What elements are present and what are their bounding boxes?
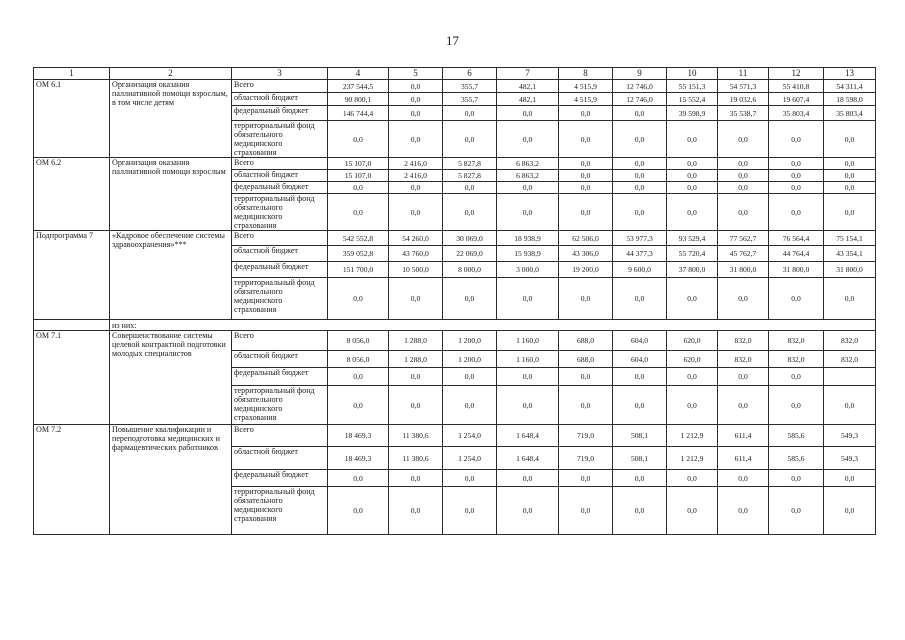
value-cell: 0,0 [443, 121, 497, 158]
value-cell: 0,0 [824, 170, 876, 182]
value-cell: 0,0 [613, 368, 667, 386]
value-cell: 832,0 [824, 351, 876, 368]
value-cell: 832,0 [769, 331, 824, 351]
value-cell: 0,0 [718, 194, 769, 231]
header-cell: 13 [824, 68, 876, 80]
table-row [34, 425, 876, 447]
value-cell: 31 800,0 [718, 262, 769, 278]
value-cell: 37 800,0 [667, 262, 718, 278]
row-name: Организация оказания паллиативной помощи взрослым, в том числе детям [110, 80, 232, 158]
value-cell: 585,6 [769, 425, 824, 447]
value-cell: 719,0 [559, 447, 613, 470]
value-cell: 0,0 [443, 470, 497, 487]
value-cell: 6 863,2 [497, 170, 559, 182]
value-cell: 0,0 [613, 121, 667, 158]
value-cell: 0,0 [613, 170, 667, 182]
value-cell: 0,0 [718, 278, 769, 320]
value-cell: 0,0 [613, 158, 667, 170]
funding-source: Всего [232, 425, 328, 447]
row-code: ОМ 6.2 [34, 158, 110, 231]
value-cell: 1 200,0 [443, 351, 497, 368]
value-cell: 604,0 [613, 331, 667, 351]
value-cell: 12 746,0 [613, 80, 667, 93]
value-cell: 0,0 [328, 470, 389, 487]
value-cell: 611,4 [718, 425, 769, 447]
note-row [34, 320, 876, 331]
value-cell: 53 977,3 [613, 231, 667, 246]
value-cell: 8 056,0 [328, 331, 389, 351]
value-cell: 482,1 [497, 93, 559, 106]
value-cell: 0,0 [667, 368, 718, 386]
page-number: 17 [446, 33, 459, 48]
value-cell: 832,0 [824, 331, 876, 351]
value-cell: 43 760,0 [389, 246, 443, 262]
value-cell: 0,0 [497, 368, 559, 386]
value-cell: 0,0 [824, 470, 876, 487]
value-cell: 0,0 [667, 278, 718, 320]
value-cell: 0,0 [718, 487, 769, 535]
value-cell: 18 598,0 [824, 93, 876, 106]
value-cell: 0,0 [443, 182, 497, 194]
value-cell: 18 469,3 [328, 425, 389, 447]
value-cell: 43 306,0 [559, 246, 613, 262]
header-cell: 1 [34, 68, 110, 80]
value-cell: 6 863,2 [497, 158, 559, 170]
value-cell: 54 571,3 [718, 80, 769, 93]
row-code: ОМ 7.2 [34, 425, 110, 535]
funding-source: федеральный бюджет [232, 262, 328, 278]
value-cell: 75 154,1 [824, 231, 876, 246]
table-row [34, 80, 876, 93]
value-cell: 0,0 [389, 470, 443, 487]
note-text: из них: [110, 320, 876, 331]
value-cell: 0,0 [559, 106, 613, 121]
row-name: Организация оказания паллиативной помощи взрослым [110, 158, 232, 231]
value-cell: 0,0 [718, 386, 769, 425]
row-name: «Кадровое обеспечение системы здравоохранения»*** [110, 231, 232, 320]
value-cell: 832,0 [718, 331, 769, 351]
value-cell: 0,0 [389, 487, 443, 535]
value-cell: 1 212,9 [667, 425, 718, 447]
value-cell: 19 607,4 [769, 93, 824, 106]
value-cell: 15 107,0 [328, 170, 389, 182]
value-cell: 18 938,9 [497, 231, 559, 246]
value-cell: 549,3 [824, 447, 876, 470]
funding-source: территориальный фонд обязательного медицинского страхования [232, 194, 328, 231]
value-cell: 0,0 [389, 121, 443, 158]
value-cell: 1 160,0 [497, 331, 559, 351]
value-cell: 0,0 [389, 106, 443, 121]
funding-source: Всего [232, 80, 328, 93]
value-cell: 1 648,4 [497, 447, 559, 470]
value-cell: 4 515,9 [559, 93, 613, 106]
value-cell: 1 254,0 [443, 425, 497, 447]
value-cell: 45 762,7 [718, 246, 769, 262]
value-cell: 719,0 [559, 425, 613, 447]
header-cell: 12 [769, 68, 824, 80]
value-cell: 0,0 [559, 158, 613, 170]
value-cell: 15 552,4 [667, 93, 718, 106]
value-cell: 0,0 [389, 182, 443, 194]
header-cell: 4 [328, 68, 389, 80]
value-cell: 1 648,4 [497, 425, 559, 447]
value-cell: 0,0 [824, 278, 876, 320]
value-cell: 90 800,1 [328, 93, 389, 106]
value-cell: 0,0 [769, 170, 824, 182]
value-cell: 0,0 [559, 386, 613, 425]
value-cell: 0,0 [559, 278, 613, 320]
value-cell: 8 000,0 [443, 262, 497, 278]
value-cell: 35 803,4 [769, 106, 824, 121]
value-cell: 0,0 [497, 182, 559, 194]
value-cell: 0,0 [769, 158, 824, 170]
row-name: Повышение квалификации и переподготовка медицинских и фармацевтических работников [110, 425, 232, 535]
value-cell: 35 803,4 [824, 106, 876, 121]
value-cell: 44 764,4 [769, 246, 824, 262]
value-cell: 1 288,0 [389, 351, 443, 368]
value-cell: 832,0 [718, 351, 769, 368]
value-cell: 0,0 [667, 170, 718, 182]
header-cell: 2 [110, 68, 232, 80]
value-cell: 55 410,8 [769, 80, 824, 93]
value-cell: 0,0 [769, 487, 824, 535]
value-cell: 0,0 [443, 278, 497, 320]
value-cell: 359 052,8 [328, 246, 389, 262]
value-cell: 1 212,9 [667, 447, 718, 470]
value-cell: 15 938,9 [497, 246, 559, 262]
value-cell: 611,4 [718, 447, 769, 470]
value-cell: 10 500,0 [389, 262, 443, 278]
value-cell: 0,0 [667, 470, 718, 487]
value-cell: 3 000,0 [497, 262, 559, 278]
funding-source: областной бюджет [232, 351, 328, 368]
value-cell: 0,0 [328, 194, 389, 231]
value-cell: 11 380,6 [389, 447, 443, 470]
value-cell: 355,7 [443, 93, 497, 106]
value-cell: 508,1 [613, 425, 667, 447]
value-cell: 1 200,0 [443, 331, 497, 351]
value-cell: 688,0 [559, 351, 613, 368]
value-cell: 77 562,7 [718, 231, 769, 246]
value-cell: 0,0 [824, 194, 876, 231]
value-cell: 688,0 [559, 331, 613, 351]
value-cell: 604,0 [613, 351, 667, 368]
value-cell: 146 744,4 [328, 106, 389, 121]
budget-table [33, 67, 876, 535]
value-cell: 0,0 [824, 386, 876, 425]
value-cell: 0,0 [824, 487, 876, 535]
value-cell: 19 032,6 [718, 93, 769, 106]
value-cell: 0,0 [718, 170, 769, 182]
value-cell: 0,0 [824, 182, 876, 194]
value-cell: 0,0 [389, 194, 443, 231]
header-cell: 6 [443, 68, 497, 80]
value-cell: 0,0 [718, 470, 769, 487]
row-code: Подпрограмма 7 [34, 231, 110, 320]
funding-source: областной бюджет [232, 93, 328, 106]
value-cell: 0,0 [613, 194, 667, 231]
value-cell: 0,0 [667, 182, 718, 194]
table-row [34, 158, 876, 170]
header-cell: 9 [613, 68, 667, 80]
value-cell: 0,0 [389, 80, 443, 93]
value-cell: 9 600,0 [613, 262, 667, 278]
value-cell: 18 469,3 [328, 447, 389, 470]
value-cell: 31 800,0 [824, 262, 876, 278]
value-cell: 0,0 [497, 121, 559, 158]
value-cell: 0,0 [667, 194, 718, 231]
funding-source: территориальный фонд обязательного медицинского страхования [232, 121, 328, 158]
value-cell: 355,7 [443, 80, 497, 93]
value-cell: 62 506,0 [559, 231, 613, 246]
header-cell: 5 [389, 68, 443, 80]
value-cell: 0,0 [559, 194, 613, 231]
value-cell: 0,0 [613, 386, 667, 425]
funding-source: областной бюджет [232, 246, 328, 262]
value-cell: 0,0 [613, 278, 667, 320]
value-cell: 43 354,1 [824, 246, 876, 262]
value-cell: 0,0 [443, 386, 497, 425]
header-cell: 3 [232, 68, 328, 80]
value-cell: 0,0 [718, 158, 769, 170]
header-cell: 7 [497, 68, 559, 80]
value-cell: 0,0 [667, 386, 718, 425]
empty-cell [34, 320, 110, 331]
row-code: ОМ 7.1 [34, 331, 110, 425]
value-cell: 0,0 [328, 368, 389, 386]
value-cell: 832,0 [769, 351, 824, 368]
value-cell: 0,0 [559, 487, 613, 535]
value-cell: 2 416,0 [389, 170, 443, 182]
value-cell: 2 416,0 [389, 158, 443, 170]
value-cell: 1 254,0 [443, 447, 497, 470]
value-cell: 0,0 [389, 93, 443, 106]
value-cell: 4 515,9 [559, 80, 613, 93]
value-cell: 0,0 [718, 368, 769, 386]
value-cell: 5 827,8 [443, 170, 497, 182]
funding-source: территориальный фонд обязательного медицинского страхования [232, 487, 328, 535]
funding-source: федеральный бюджет [232, 106, 328, 121]
value-cell: 482,1 [497, 80, 559, 93]
value-cell: 12 746,0 [613, 93, 667, 106]
value-cell: 620,0 [667, 331, 718, 351]
value-cell: 0,0 [328, 182, 389, 194]
value-cell: 0,0 [718, 182, 769, 194]
table-row [34, 331, 876, 351]
value-cell: 0,0 [769, 278, 824, 320]
value-cell: 31 800,0 [769, 262, 824, 278]
funding-source: территориальный фонд обязательного медицинского страхования [232, 386, 328, 425]
value-cell: 54 311,4 [824, 80, 876, 93]
value-cell: 0,0 [328, 487, 389, 535]
value-cell: 0,0 [769, 182, 824, 194]
value-cell: 0,0 [769, 368, 824, 386]
value-cell: 0,0 [328, 278, 389, 320]
funding-source: областной бюджет [232, 447, 328, 470]
value-cell: 0,0 [613, 106, 667, 121]
row-name: Совершенствование системы целевой контрактной подготовки молодых специалистов [110, 331, 232, 425]
value-cell: 508,1 [613, 447, 667, 470]
value-cell: 0,0 [559, 121, 613, 158]
value-cell: 0,0 [667, 121, 718, 158]
value-cell: 76 564,4 [769, 231, 824, 246]
value-cell: 0,0 [443, 487, 497, 535]
value-cell: 0,0 [667, 158, 718, 170]
header-cell: 11 [718, 68, 769, 80]
value-cell: 0,0 [559, 182, 613, 194]
value-cell: 22 069,0 [443, 246, 497, 262]
value-cell: 0,0 [559, 368, 613, 386]
value-cell: 39 598,9 [667, 106, 718, 121]
value-cell: 0,0 [824, 158, 876, 170]
value-cell: 0,0 [443, 368, 497, 386]
value-cell: 8 056,0 [328, 351, 389, 368]
funding-source: Всего [232, 231, 328, 246]
value-cell: 0,0 [389, 386, 443, 425]
funding-source: областной бюджет [232, 170, 328, 182]
value-cell: 0,0 [613, 182, 667, 194]
value-cell: 55 151,3 [667, 80, 718, 93]
value-cell: 0,0 [613, 487, 667, 535]
value-cell: 54 260,0 [389, 231, 443, 246]
funding-source: Всего [232, 158, 328, 170]
value-cell: 0,0 [497, 278, 559, 320]
funding-source: федеральный бюджет [232, 368, 328, 386]
value-cell: 237 544,5 [328, 80, 389, 93]
value-cell: 0,0 [497, 470, 559, 487]
value-cell: 0,0 [389, 368, 443, 386]
header-cell: 10 [667, 68, 718, 80]
value-cell: 0,0 [497, 386, 559, 425]
row-code: ОМ 6.1 [34, 80, 110, 158]
value-cell: 0,0 [443, 194, 497, 231]
value-cell: 30 069,0 [443, 231, 497, 246]
value-cell: 0,0 [769, 470, 824, 487]
value-cell: 35 538,7 [718, 106, 769, 121]
funding-source: Всего [232, 331, 328, 351]
value-cell: 0,0 [769, 194, 824, 231]
value-cell: 19 200,0 [559, 262, 613, 278]
header-cell: 8 [559, 68, 613, 80]
funding-source: федеральный бюджет [232, 182, 328, 194]
value-cell: 1 288,0 [389, 331, 443, 351]
value-cell: 151 700,0 [328, 262, 389, 278]
funding-source: территориальный фонд обязательного медицинского страхования [232, 278, 328, 320]
value-cell: 585,6 [769, 447, 824, 470]
value-cell: 55 720,4 [667, 246, 718, 262]
value-cell: 0,0 [559, 470, 613, 487]
value-cell: 5 827,8 [443, 158, 497, 170]
header-row [34, 68, 876, 80]
value-cell: 549,3 [824, 425, 876, 447]
value-cell: 15 107,0 [328, 158, 389, 170]
value-cell: 1 160,0 [497, 351, 559, 368]
value-cell: 0,0 [769, 121, 824, 158]
value-cell: 11 380,6 [389, 425, 443, 447]
value-cell: 0,0 [497, 106, 559, 121]
funding-source: федеральный бюджет [232, 470, 328, 487]
value-cell: 0,0 [667, 487, 718, 535]
value-cell: 0,0 [497, 194, 559, 231]
value-cell: 0,0 [389, 278, 443, 320]
table-row [34, 231, 876, 246]
value-cell: 620,0 [667, 351, 718, 368]
value-cell: 0,0 [559, 170, 613, 182]
value-cell: 0,0 [497, 487, 559, 535]
value-cell [824, 368, 876, 386]
value-cell: 0,0 [613, 470, 667, 487]
value-cell: 0,0 [328, 386, 389, 425]
value-cell: 93 529,4 [667, 231, 718, 246]
value-cell: 0,0 [769, 386, 824, 425]
value-cell: 0,0 [718, 121, 769, 158]
value-cell: 0,0 [824, 121, 876, 158]
value-cell: 44 377,3 [613, 246, 667, 262]
value-cell: 0,0 [443, 106, 497, 121]
value-cell: 0,0 [328, 121, 389, 158]
value-cell: 542 552,8 [328, 231, 389, 246]
